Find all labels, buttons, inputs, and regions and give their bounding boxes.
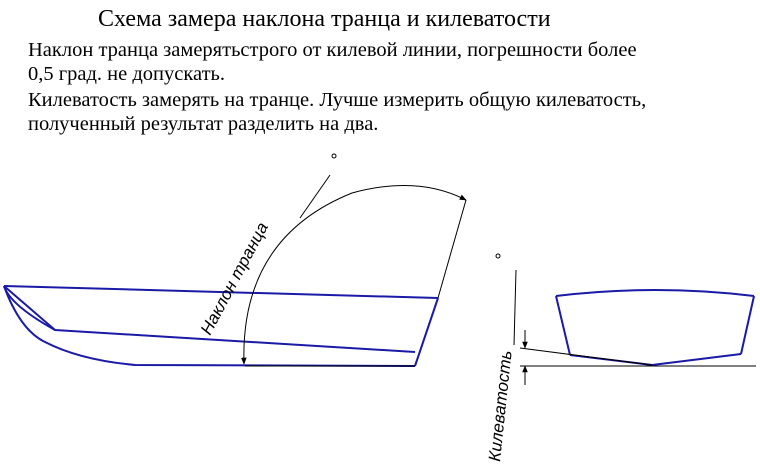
bow-stem [4,286,55,330]
deadrise-instruction-line-1: Килеватость замерять на транце. Лучше измерить общую килеватость, [28,89,647,111]
transom-top-line [556,290,754,296]
transom-instruction-line-1: Наклон транца замерятьстрого от килевой линии, погрешности более [28,39,637,61]
transom-bottom-right [652,354,741,365]
degree-mark-transom [332,154,336,158]
transom-angle-annotation [244,175,466,366]
deadrise-annotation [514,270,756,385]
deadrise-instruction-line-2: полученный результат разделить на два. [28,113,379,135]
deadrise-leader-line [514,270,516,345]
transom-rear-view [556,290,754,365]
transom-right-side [741,296,754,354]
transom-left-side [556,296,570,355]
deadrise-extension-line [520,348,652,365]
transom-angle-arc [244,185,466,364]
transom-angle-label: Наклон транца [196,219,272,338]
degree-mark-deadrise [496,254,500,258]
transom-extension-line [438,200,466,298]
deadrise-label: Килеватость [485,349,516,463]
transom-line [415,298,438,366]
transom-instruction-line-2: 0,5 град. не допускать. [28,63,226,85]
diagram-title: Схема замера наклона транца и килеватости [98,6,551,32]
